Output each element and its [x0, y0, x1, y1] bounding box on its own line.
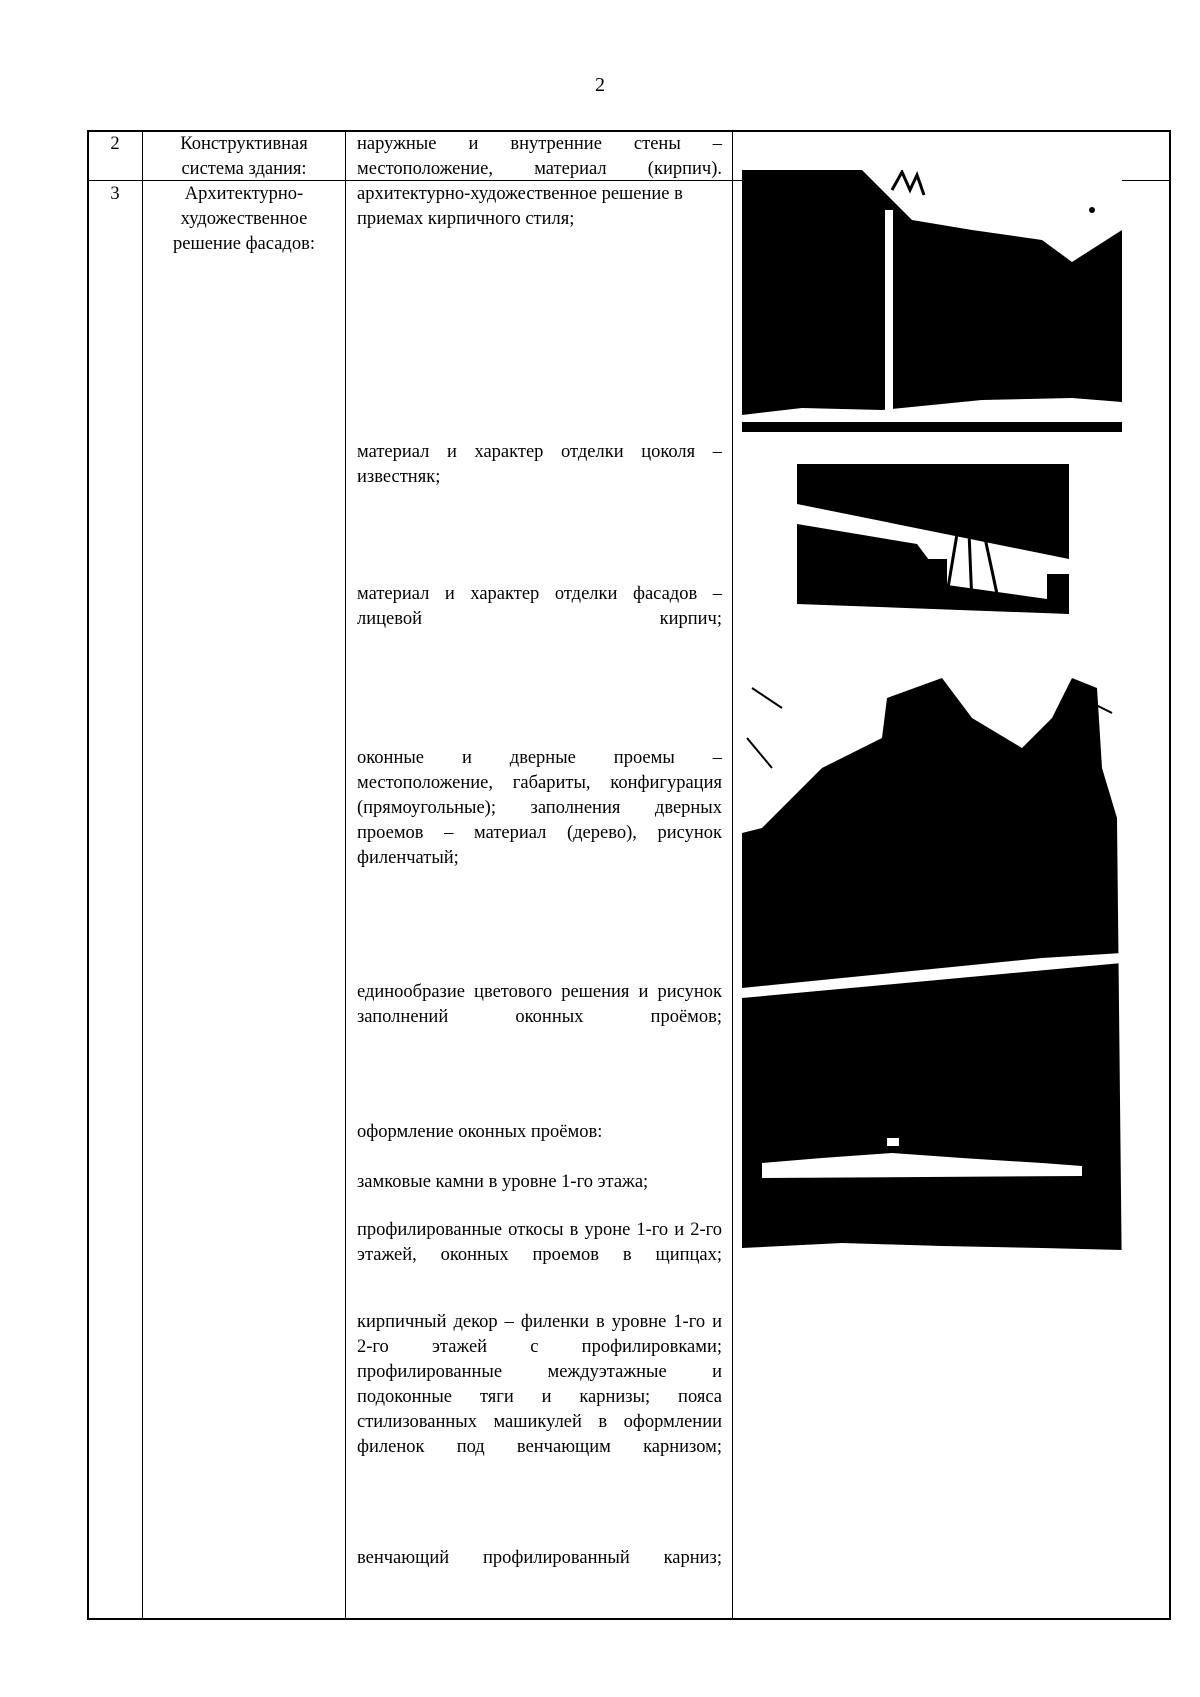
- description-item: единообразие цветового решения и рисунок заполнений оконных проёмов;: [357, 982, 722, 1027]
- building-facade-photo: [742, 658, 1122, 1288]
- table-border-bottom: [87, 1618, 1171, 1620]
- column-divider: [732, 130, 733, 1620]
- table-border-right: [1169, 130, 1171, 1620]
- description-item: оконные и дверные проемы – местоположение, габариты, конфигурация (прямоугольные); заполнения дверных проемов – материал (дерево), рисунок филенчатый;: [357, 748, 722, 868]
- description-item: архитектурно-художественное решение в приемах кирпичного стиля;: [357, 184, 683, 229]
- column-divider: [345, 130, 346, 1620]
- label-line: художественное: [180, 209, 308, 229]
- building-facade-photo-image: [742, 658, 1122, 1288]
- facade-detail-photo: [797, 464, 1069, 632]
- description-item: профилированные откосы в уроне 1-го и 2-го этажей, оконных проемов в щипцах;: [357, 1220, 722, 1265]
- row-number: 3: [110, 184, 120, 204]
- row-label: [143, 132, 345, 182]
- description-item: кирпичный декор – филенки в уровне 1-го и 2-го этажей с профилировками; профилированные междуэтажные и подоконные тяги и карнизы; пояса стилизованных машикулей в оформлении филенок под венчающим карнизом;: [357, 1312, 722, 1457]
- description-item: оформление оконных проёмов:: [357, 1122, 603, 1142]
- row-description: наружные и внутренние стены – местоположение, материал (кирпич).: [357, 134, 722, 179]
- facade-detail-photo-image: [797, 464, 1069, 632]
- facade-photo: [742, 170, 1122, 442]
- table-border-left: [87, 130, 89, 1620]
- description-item: венчающий профилированный карниз;: [357, 1548, 722, 1568]
- description-item: материал и характер отделки фасадов – лицевой кирпич;: [357, 584, 722, 629]
- row-label: [143, 182, 345, 257]
- row-number: 2: [110, 134, 120, 154]
- facade-photo-image: [742, 170, 1122, 442]
- page-number: 2: [595, 74, 605, 96]
- label-line: система здания:: [181, 159, 307, 179]
- label-line: Архитектурно-: [184, 184, 304, 204]
- label-line: Конструктивная: [180, 134, 308, 154]
- description-item: замковые камни в уровне 1-го этажа;: [357, 1172, 649, 1192]
- column-divider: [142, 130, 143, 1620]
- protected-elements-table: [87, 130, 1171, 1620]
- description-item: материал и характер отделки цоколя – известняк;: [357, 442, 722, 487]
- label-line: решение фасадов:: [173, 234, 315, 254]
